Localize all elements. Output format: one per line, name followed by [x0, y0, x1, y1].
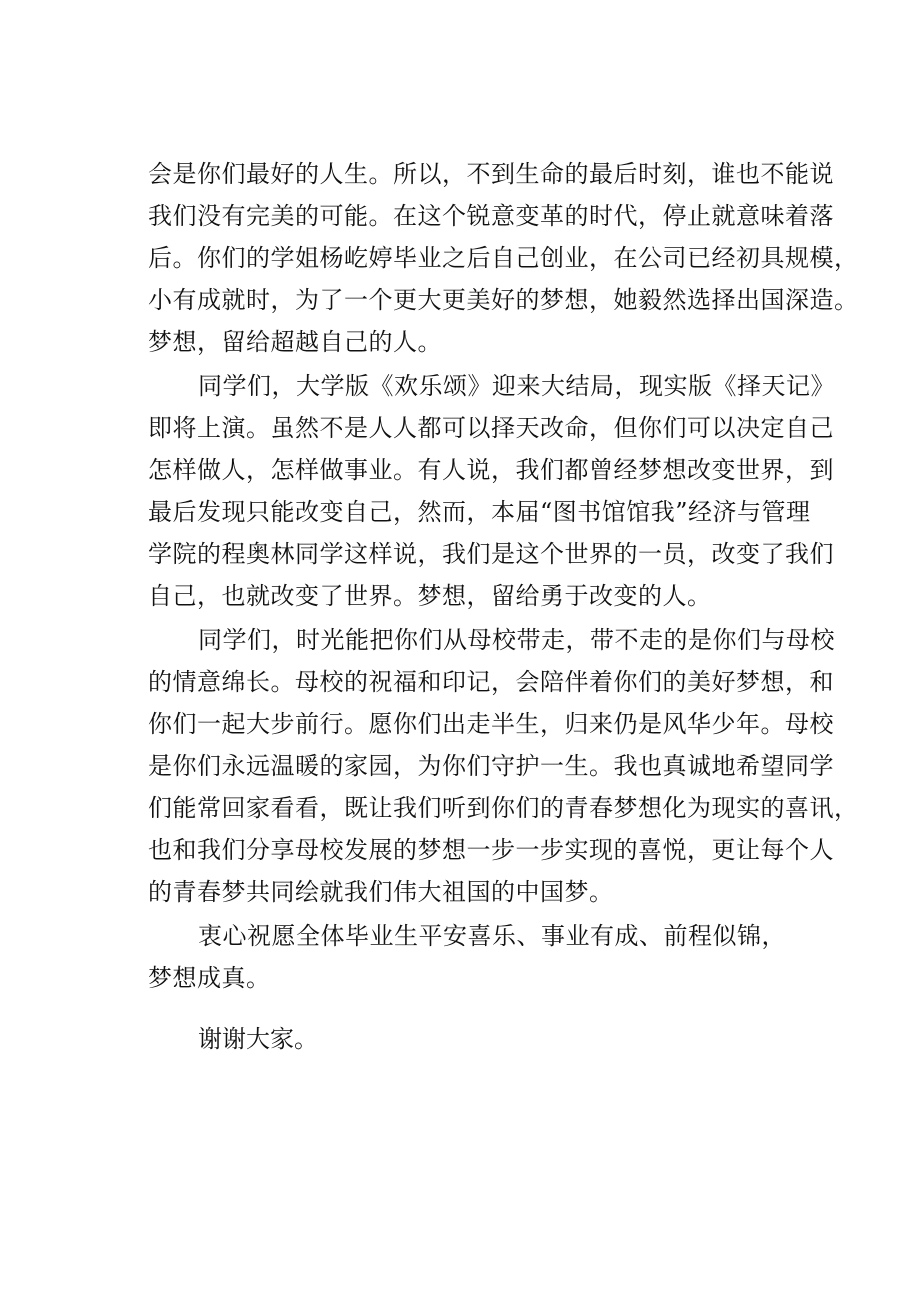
text-line: 梦想成真。	[148, 964, 271, 992]
text-line: 怎样做人，怎样做事业。有人说，我们都曾经梦想改变世界，到	[148, 456, 834, 484]
text-line: 即将上演。虽然不是人人都可以择天改命，但你们可以决定自己	[148, 414, 834, 442]
text-line: 同学们，时光能把你们从母校带走，带不走的是你们与母校	[198, 626, 835, 654]
text-line: 后。你们的学姐杨屹婷毕业之后自己创业，在公司已经初具规模，	[148, 244, 859, 272]
paragraph-2	[148, 365, 835, 617]
text-line: 的情意绵长。母校的祝福和印记，会陪伴着你们的美好梦想，和	[148, 668, 834, 696]
text-line: 是你们永远温暖的家园，为你们守护一生。我也真诚地希望同学	[148, 752, 834, 780]
closing-line: 谢谢大家。	[198, 1025, 318, 1053]
text-line: 们能常回家看看，既让我们听到你们的青春梦想化为现实的喜讯，	[148, 794, 859, 822]
text-line: 我们没有完美的可能。在这个锐意变革的时代，停止就意味着落	[148, 202, 834, 230]
text-line: 最后发现只能改变自己，然而，本届“图书馆馆我”经济与管理	[148, 498, 811, 526]
text-line: 自己，也就改变了世界。梦想，留给勇于改变的人。	[148, 582, 712, 610]
paragraph-3	[148, 619, 859, 913]
text-line: 的青春梦共同绘就我们伟大祖国的中国梦。	[148, 878, 614, 906]
text-line: 学院的程奥林同学这样说，我们是这个世界的一员，改变了我们	[148, 540, 834, 568]
text-line: 也和我们分享母校发展的梦想一步一步实现的喜悦，更让每个人	[148, 836, 834, 864]
paragraph-continuation	[148, 153, 859, 363]
text-line: 小有成就时，为了一个更大更美好的梦想，她毅然选择出国深造。	[148, 286, 859, 314]
speech-body	[148, 153, 859, 999]
text-line: 同学们，大学版《欢乐颂》迎来大结局，现实版《择天记》	[198, 372, 835, 400]
text-line: 会是你们最好的人生。所以，不到生命的最后时刻，谁也不能说	[148, 160, 834, 188]
text-line: 衷心祝愿全体毕业生平安喜乐、事业有成、前程似锦，	[198, 922, 786, 950]
text-line: 梦想，留给超越自己的人。	[148, 328, 442, 356]
paragraph-4	[148, 915, 828, 999]
text-line: 你们一起大步前行。愿你们出走半生，归来仍是风华少年。母校	[148, 710, 834, 738]
